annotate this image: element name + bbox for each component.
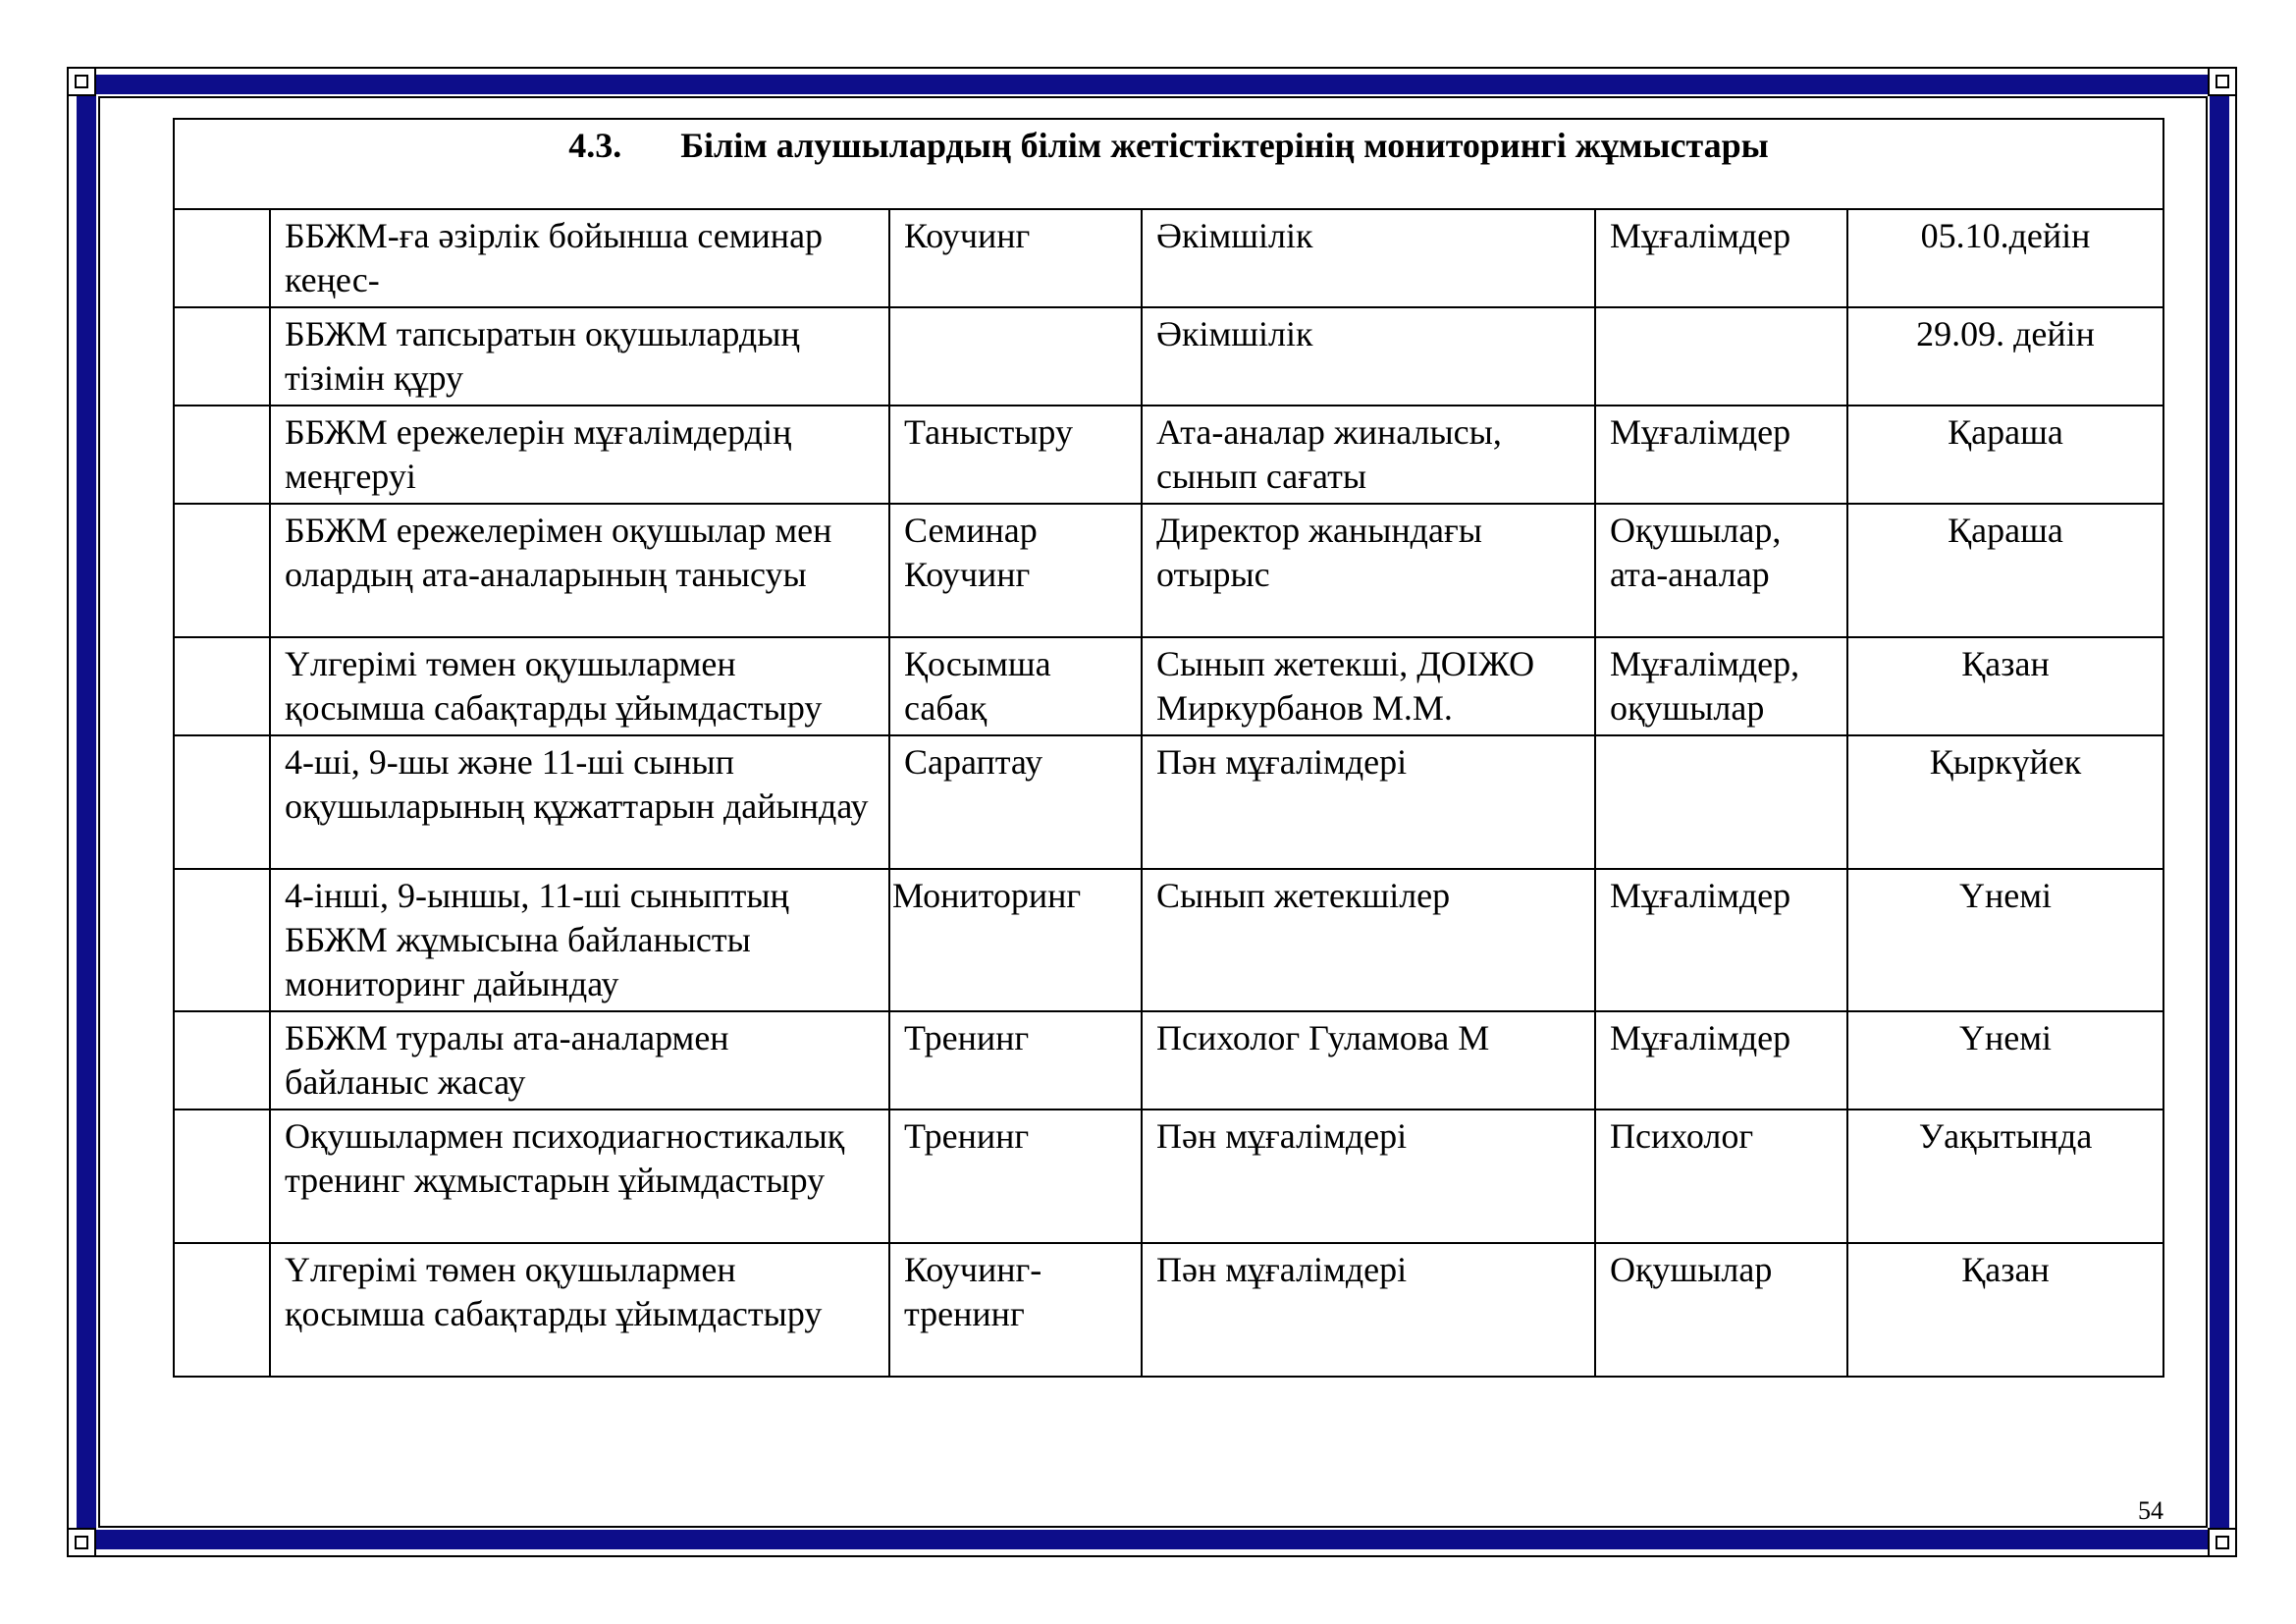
place-cell: Ата-аналар жиналысы, сынып сағаты [1142, 406, 1595, 504]
table-row [174, 406, 2163, 504]
participants-cell [1595, 307, 1847, 406]
monitoring-plan-table [173, 118, 2164, 1378]
row-number-cell [174, 637, 270, 735]
event-cell: ББЖМ тапсыратын оқушылардың тізімін құру [270, 307, 889, 406]
event-cell: Үлгерімі төмен оқушылармен қосымша сабақтарды ұйымдастыру [270, 637, 889, 735]
deadline-cell: Уақытында [1847, 1110, 2163, 1243]
participants-cell: Мұғалімдер [1595, 406, 1847, 504]
form-cell: Коучинг-тренинг [889, 1243, 1142, 1377]
event-cell: ББЖМ туралы ата-аналармен байланыс жасау [270, 1011, 889, 1110]
event-cell: ББЖМ-ға әзірлік бойынша семинар кеңес- [270, 209, 889, 307]
event-cell: ББЖМ ережелерін мұғалімдердің меңгеруі [270, 406, 889, 504]
deadline-cell: Қараша [1847, 504, 2163, 637]
place-cell: Психолог Гуламова М [1142, 1011, 1595, 1110]
row-number-cell [174, 209, 270, 307]
form-cell: Қосымша сабақ [889, 637, 1142, 735]
row-number-cell [174, 406, 270, 504]
form-cell: Мониторинг [889, 869, 1142, 1011]
event-cell: 4-інші, 9-ыншы, 11-ші сыныптың ББЖМ жұмысына байланысты мониторинг дайындау [270, 869, 889, 1011]
table-row [174, 1110, 2163, 1243]
table-row [174, 735, 2163, 869]
row-number-cell [174, 869, 270, 1011]
deadline-cell: Үнемі [1847, 1011, 2163, 1110]
table-row [174, 307, 2163, 406]
table-row [174, 637, 2163, 735]
place-cell: Директор жанындағы отырыс [1142, 504, 1595, 637]
table-row [174, 209, 2163, 307]
participants-cell: Мұғалімдер [1595, 209, 1847, 307]
participants-cell [1595, 735, 1847, 869]
participants-cell: Мұғалімдер [1595, 869, 1847, 1011]
form-cell: Семинар Коучинг [889, 504, 1142, 637]
deadline-cell: 29.09. дейін [1847, 307, 2163, 406]
border-corner-ornament [2208, 1528, 2237, 1557]
participants-cell: Оқушылар [1595, 1243, 1847, 1377]
row-number-cell [174, 1011, 270, 1110]
section-header-row [174, 119, 2163, 209]
place-cell: Пән мұғалімдері [1142, 735, 1595, 869]
deadline-cell: Үнемі [1847, 869, 2163, 1011]
table-row [174, 504, 2163, 637]
section-title: Білім алушылардың білім жетістіктерінің мониторингі жұмыстары [680, 126, 1769, 165]
row-number-cell [174, 1243, 270, 1377]
table-row [174, 1011, 2163, 1110]
participants-cell: Мұғалімдер, оқушылар [1595, 637, 1847, 735]
row-number-cell [174, 307, 270, 406]
border-corner-ornament [2208, 67, 2237, 96]
row-number-cell [174, 735, 270, 869]
place-cell: Сынып жетекшілер [1142, 869, 1595, 1011]
place-cell: Әкімшілік [1142, 307, 1595, 406]
form-cell: Тренинг [889, 1110, 1142, 1243]
event-cell: Үлгерімі төмен оқушылармен қосымша сабақтарды ұйымдастыру [270, 1243, 889, 1377]
deadline-cell: Қазан [1847, 637, 2163, 735]
form-cell: Сараптау [889, 735, 1142, 869]
border-corner-ornament [67, 67, 96, 96]
border-corner-ornament [67, 1528, 96, 1557]
place-cell: Пән мұғалімдері [1142, 1243, 1595, 1377]
place-cell: Сынып жетекші, ДОІЖО Миркурбанов М.М. [1142, 637, 1595, 735]
participants-cell: Мұғалімдер [1595, 1011, 1847, 1110]
section-heading [174, 119, 2163, 209]
form-cell: Тренинг [889, 1011, 1142, 1110]
deadline-cell: Қараша [1847, 406, 2163, 504]
place-cell: Әкімшілік [1142, 209, 1595, 307]
section-number: 4.3. [568, 126, 622, 165]
deadline-cell: Қыркүйек [1847, 735, 2163, 869]
deadline-cell: 05.10.дейін [1847, 209, 2163, 307]
form-cell [889, 307, 1142, 406]
table-row [174, 869, 2163, 1011]
row-number-cell [174, 504, 270, 637]
event-cell: Оқушылармен психодиагностикалық тренинг жұмыстарын ұйымдастыру [270, 1110, 889, 1243]
event-cell: 4-ші, 9-шы және 11-ші сынып оқушыларының құжаттарын дайындау [270, 735, 889, 869]
deadline-cell: Қазан [1847, 1243, 2163, 1377]
form-cell: Таныстыру [889, 406, 1142, 504]
row-number-cell [174, 1110, 270, 1243]
form-cell: Коучинг [889, 209, 1142, 307]
table-row [174, 1243, 2163, 1377]
participants-cell: Психолог [1595, 1110, 1847, 1243]
participants-cell: Оқушылар, ата-аналар [1595, 504, 1847, 637]
place-cell: Пән мұғалімдері [1142, 1110, 1595, 1243]
page-number: 54 [2138, 1496, 2163, 1525]
event-cell: ББЖМ ережелерімен оқушылар мен олардың ата-аналарының танысуы [270, 504, 889, 637]
